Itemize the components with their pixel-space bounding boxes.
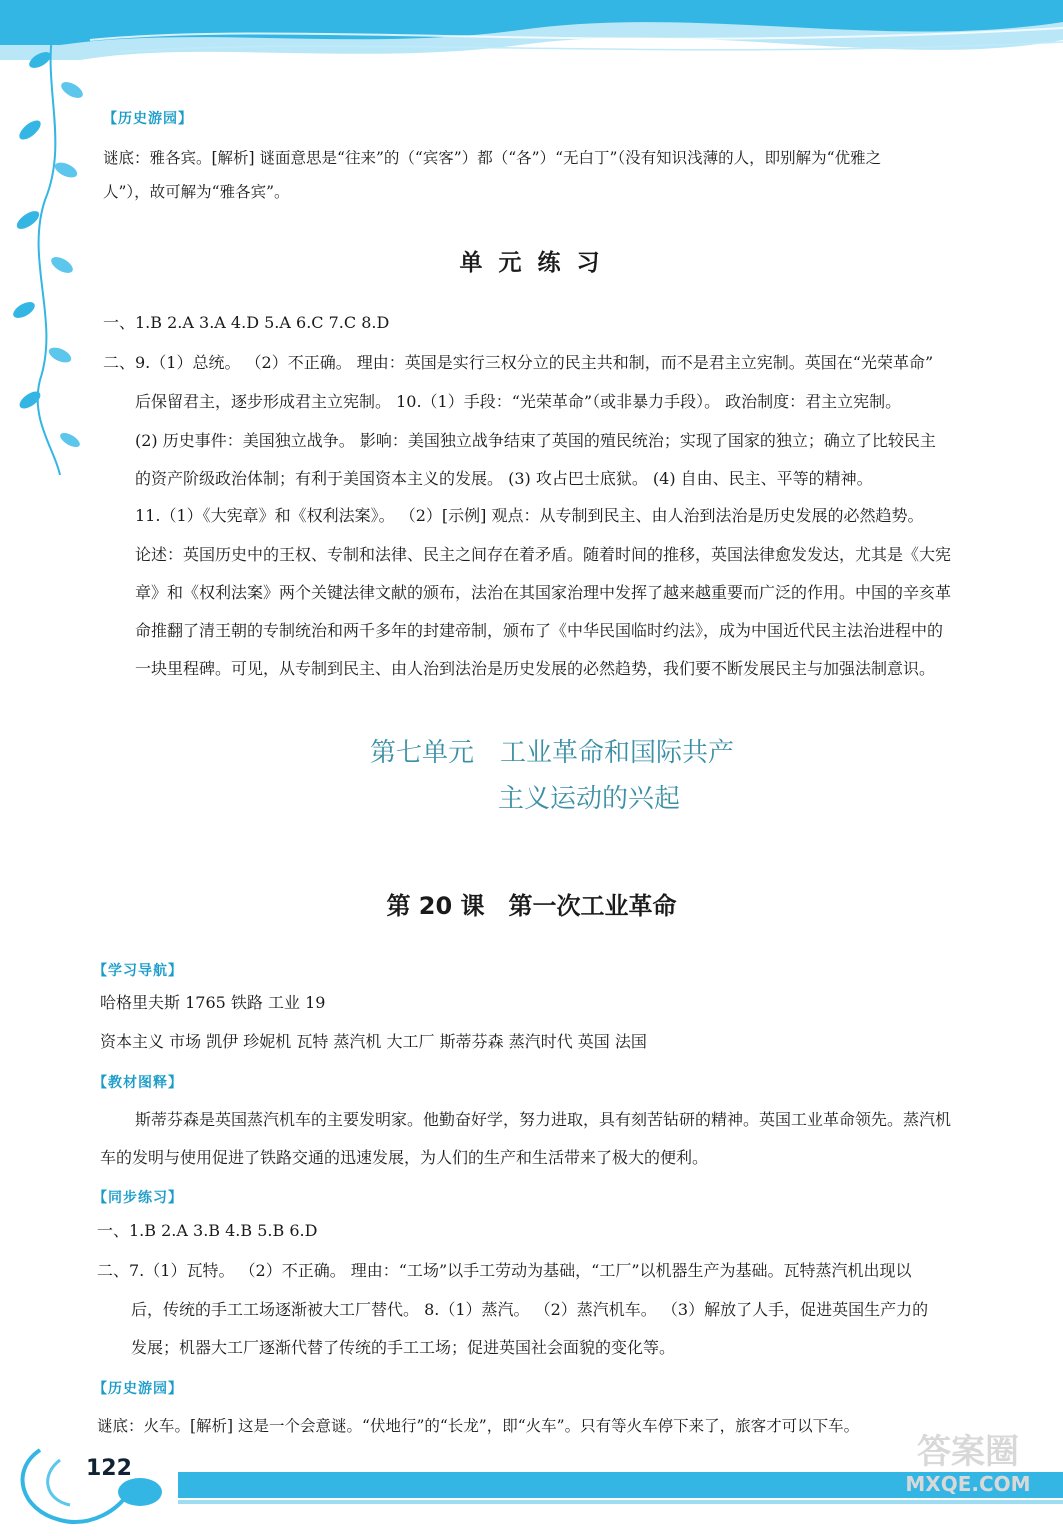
practice-line: 后，传统的手工工场逐渐被大工厂替代。 8.（1）蒸汽。 （2）蒸汽机车。 （3）解放了人手，促进英国生产力的 <box>131 1300 929 1319</box>
top-wave-decoration <box>0 0 1063 90</box>
watermark-logo-text: 答案圈 <box>917 1432 1019 1472</box>
study-guide-tag: 【学习导航】 <box>93 963 183 979</box>
unit-seven-title-line-1: 第七单元 工业革命和国际共产 <box>370 738 735 768</box>
figure-explanation-line-2: 车的发明与使用促进了铁路交通的迅速发展，为人们的生产和生活带来了极大的便利。 <box>100 1148 709 1167</box>
riddle-line-1: 谜底：雅各宾。[解析] 谜面意思是“往来”的（“宾客”）都（“各”）“无白丁”（没有知识浅薄的人，即别解为“优雅之 <box>103 149 882 167</box>
unit-answer-line: (2) 历史事件：美国独立战争。 影响：美国独立战争结束了英国的殖民统治；实现了国家的独立；确立了比较民主 <box>135 431 936 450</box>
figure-explanation-tag: 【教材图释】 <box>93 1075 183 1091</box>
unit-answer-line: 命推翻了清王朝的专制统治和两千多年的封建帝制，颁布了《中华民国临时约法》，成为中国近代民主法治进程中的 <box>135 621 944 640</box>
unit-answer-line: 一、1.B 2.A 3.A 4.D 5.A 6.C 7.C 8.D <box>103 313 390 332</box>
history-garden-tag: 【历史游园】 <box>103 111 193 127</box>
practice-line: 发展；机器大工厂逐渐代替了传统的手工工场；促进英国社会面貌的变化等。 <box>131 1338 676 1357</box>
unit-answer-line: 一块里程碑。可见，从专制到民主、由人治到法治是历史发展的必然趋势，我们要不断发展民主与加强法制意识。 <box>135 659 936 678</box>
watermark-url: MXQE.COM <box>905 1472 1031 1496</box>
riddle-line-2: 人”），故可解为“雅各宾”。 <box>103 183 290 201</box>
unit-answer-line: 论述：英国历史中的王权、专制和法律、民主之间存在着矛盾。随着时间的推移，英国法律愈发发达，尤其是《大宪 <box>135 545 952 564</box>
unit-answer-line: 11.（1）《大宪章》和《权利法案》。 （2）[示例] 观点：从专制到民主、由人治到法治是历史发展的必然趋势。 <box>135 506 924 525</box>
unit-answer-line: 二、9.（1）总统。 （2）不正确。 理由：英国是实行三权分立的民主共和制，而不是君主立宪制。英国在“光荣革命” <box>103 353 934 372</box>
practice-line: 二、7.（1）瓦特。 （2）不正确。 理由：“工场”以手工劳动为基础，“工厂”以机器生产为基础。瓦特蒸汽机出现以 <box>97 1261 912 1280</box>
study-guide-line-2: 资本主义 市场 凯伊 珍妮机 瓦特 蒸汽机 大工厂 斯蒂芬森 蒸汽时代 英国 法国 <box>100 1032 647 1051</box>
history-riddle-line: 谜底：火车。[解析] 这是一个会意谜。“伏地行”的“长龙”，即“火车”。只有等火车停下来了，旅客才可以下车。 <box>97 1417 860 1435</box>
page-number: 122 <box>86 1456 132 1481</box>
watermark <box>888 1432 1048 1496</box>
lesson-title: 第 20 课 第一次工业革命 <box>386 892 677 920</box>
unit-answer-line: 的资产阶级政治体制；有利于美国资本主义的发展。 (3) 攻占巴士底狱。 (4) 自由、民主、平等的精神。 <box>135 469 873 488</box>
history-garden-tag-2: 【历史游园】 <box>93 1381 183 1397</box>
unit-answer-line: 后保留君主，逐步形成君主立宪制。 10.（1）手段：“光荣革命”（或非暴力手段）。 政治制度：君主立宪制。 <box>135 392 902 411</box>
study-guide-line-1: 哈格里夫斯 1765 铁路 工业 19 <box>100 993 326 1012</box>
unit-seven-title-line-2: 主义运动的兴起 <box>498 784 681 814</box>
practice-line: 一、1.B 2.A 3.B 4.B 5.B 6.D <box>97 1221 318 1240</box>
unit-exercise-title: 单 元 练 习 <box>459 250 604 276</box>
sync-practice-tag: 【同步练习】 <box>93 1190 183 1206</box>
unit-answer-line: 章》和《权利法案》两个关键法律文献的颁布，法治在其国家治理中发挥了越来越重要而广泛的作用。中国的辛亥革 <box>135 583 952 602</box>
figure-explanation-line-1: 斯蒂芬森是英国蒸汽机车的主要发明家。他勤奋好学，努力进取，具有刻苦钻研的精神。英国工业革命领先。蒸汽机 <box>135 1110 952 1129</box>
